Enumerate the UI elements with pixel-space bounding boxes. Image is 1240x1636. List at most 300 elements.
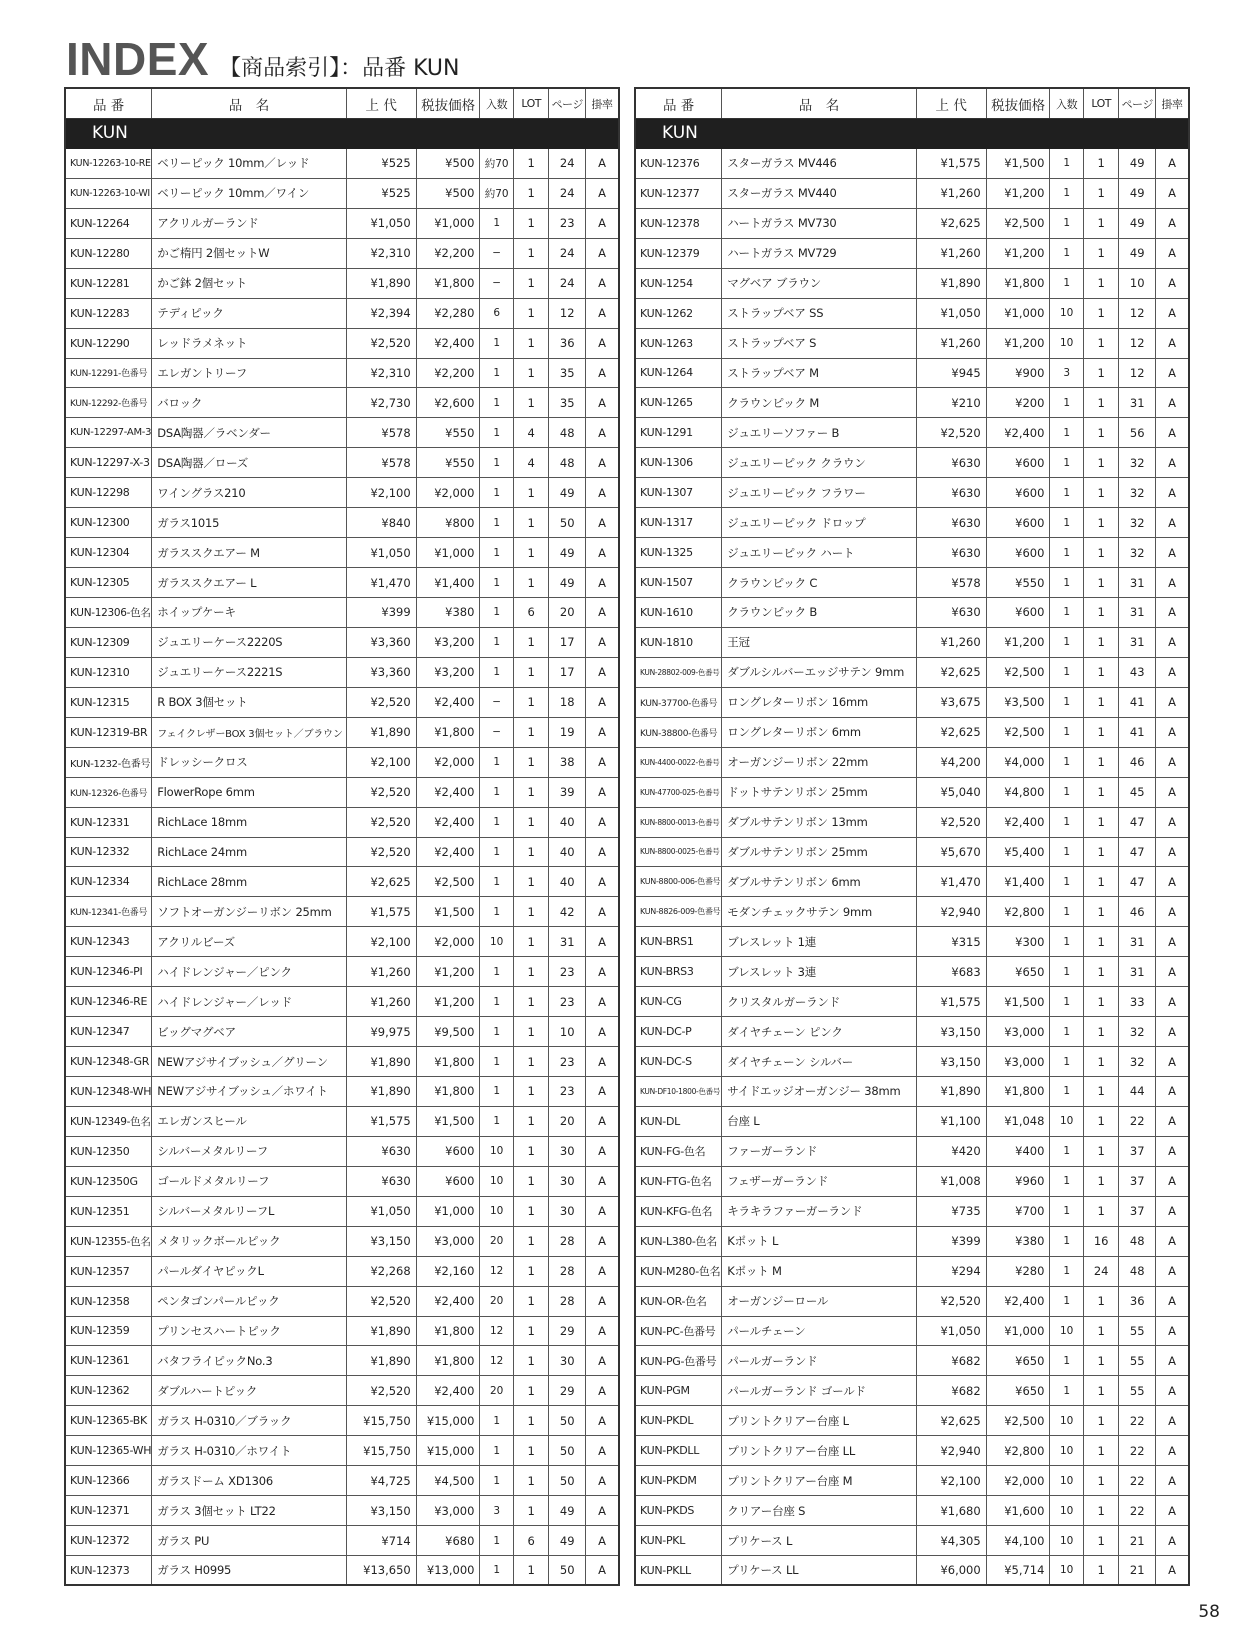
product-name: NEWアジサイブッシュ／グリーン (152, 1047, 346, 1077)
rate: A (586, 1226, 620, 1256)
tax-excluded-price: ¥2,500 (986, 1406, 1050, 1436)
page-title (66, 32, 459, 84)
rate: A (586, 1286, 620, 1316)
product-name: ダブルサテンリボン 25mm (722, 837, 916, 867)
rate: A (586, 1346, 620, 1376)
product-name: ホイップケーキ (152, 598, 346, 628)
product-code: KUN-12332 (65, 837, 152, 867)
product-code: KUN-12341-色番号 (65, 897, 152, 927)
table-row (65, 268, 619, 298)
retail-price: ¥2,520 (916, 807, 986, 837)
tax-excluded-price: ¥2,400 (986, 807, 1050, 837)
table-header-row (635, 88, 1189, 119)
tax-excluded-price: ¥13,000 (416, 1556, 480, 1586)
catalog-page: 32 (1119, 508, 1156, 538)
catalog-page: 48 (549, 448, 586, 478)
product-name: ストラップベア SS (722, 298, 916, 328)
table-row (65, 178, 619, 208)
tax-excluded-price: ¥1,800 (416, 1077, 480, 1107)
catalog-page: 21 (1119, 1526, 1156, 1556)
rate: A (1156, 448, 1190, 478)
rate: A (1156, 1226, 1190, 1256)
product-code: KUN-12343 (65, 927, 152, 957)
product-code: KUN-L380-色名 (635, 1226, 722, 1256)
retail-price: ¥1,890 (346, 1047, 416, 1077)
product-code: KUN-12309 (65, 627, 152, 657)
product-code: KUN-PKDL (635, 1406, 722, 1436)
product-name: ハートガラス MV730 (722, 208, 916, 238)
retail-price: ¥630 (916, 448, 986, 478)
rate: A (586, 358, 620, 388)
catalog-page: 31 (1119, 957, 1156, 987)
catalog-page: 47 (1119, 867, 1156, 897)
table-row (65, 298, 619, 328)
catalog-page: 49 (1119, 208, 1156, 238)
tax-excluded-price: ¥1,000 (416, 208, 480, 238)
table-row (635, 1256, 1189, 1286)
product-name: ワイングラス210 (152, 478, 346, 508)
catalog-page: 48 (549, 418, 586, 448)
quantity: 1 (1050, 418, 1083, 448)
tax-excluded-price: ¥5,714 (986, 1556, 1050, 1586)
catalog-page: 17 (549, 657, 586, 687)
product-name: ガラスドーム XD1306 (152, 1466, 346, 1496)
table-row (65, 837, 619, 867)
rate: A (1156, 1077, 1190, 1107)
rate: A (586, 298, 620, 328)
table-row (635, 448, 1189, 478)
tax-excluded-price: ¥500 (416, 148, 480, 178)
lot: 1 (513, 178, 549, 208)
product-code: KUN-1306 (635, 448, 722, 478)
quantity: 1 (480, 657, 513, 687)
catalog-page: 49 (1119, 148, 1156, 178)
table-row (635, 298, 1189, 328)
product-name: ガラス H0995 (152, 1556, 346, 1586)
product-code: KUN-PC-色番号 (635, 1316, 722, 1346)
product-name: ストラップベア M (722, 358, 916, 388)
quantity: 1 (480, 747, 513, 777)
product-code: KUN-12291-色番号 (65, 358, 152, 388)
table-row (65, 388, 619, 418)
rate: A (1156, 747, 1190, 777)
rate: A (1156, 657, 1190, 687)
product-code: KUN-12292-色番号 (65, 388, 152, 418)
retail-price: ¥2,310 (346, 238, 416, 268)
quantity: 1 (1050, 1136, 1083, 1166)
tax-excluded-price: ¥15,000 (416, 1436, 480, 1466)
retail-price: ¥315 (916, 927, 986, 957)
catalog-page: 10 (1119, 268, 1156, 298)
product-name: マグベア ブラウン (722, 268, 916, 298)
tax-excluded-price: ¥1,200 (986, 328, 1050, 358)
product-code: KUN-12350 (65, 1136, 152, 1166)
product-code: KUN-12365-BK (65, 1406, 152, 1436)
product-name: ダイヤチェーン ピンク (722, 1017, 916, 1047)
rate: A (586, 1376, 620, 1406)
lot: 1 (1083, 538, 1119, 568)
tax-excluded-price: ¥2,000 (416, 927, 480, 957)
tax-excluded-price: ¥380 (986, 1226, 1050, 1256)
catalog-page: 49 (1119, 178, 1156, 208)
retail-price: ¥1,050 (916, 1316, 986, 1346)
group-header-row (635, 119, 1189, 149)
lot: 1 (1083, 1286, 1119, 1316)
product-code: KUN-FG-色名 (635, 1136, 722, 1166)
tax-excluded-price: ¥1,048 (986, 1106, 1050, 1136)
product-code: KUN-12349-色名 (65, 1106, 152, 1136)
product-code: KUN-12350G (65, 1166, 152, 1196)
catalog-page: 50 (549, 1406, 586, 1436)
product-code: KUN-12310 (65, 657, 152, 687)
product-code: KUN-12379 (635, 238, 722, 268)
table-row (635, 1017, 1189, 1047)
product-name: パールダイヤピックL (152, 1256, 346, 1286)
retail-price: ¥2,940 (916, 897, 986, 927)
catalog-page: 38 (549, 747, 586, 777)
table-row (635, 1436, 1189, 1466)
tax-excluded-price: ¥1,800 (416, 268, 480, 298)
table-row (635, 1166, 1189, 1196)
quantity: 1 (1050, 717, 1083, 747)
table-row (635, 1226, 1189, 1256)
retail-price: ¥578 (346, 448, 416, 478)
catalog-page: 12 (1119, 358, 1156, 388)
lot: 1 (1083, 298, 1119, 328)
rate: A (586, 927, 620, 957)
catalog-page: 20 (549, 598, 586, 628)
table-row (65, 957, 619, 987)
table-row (65, 1047, 619, 1077)
quantity: 1 (1050, 508, 1083, 538)
quantity: 1 (1050, 1226, 1083, 1256)
product-name: ドレッシークロス (152, 747, 346, 777)
tax-excluded-price: ¥1,400 (986, 867, 1050, 897)
retail-price: ¥3,150 (346, 1496, 416, 1526)
product-code: KUN-12346-RE (65, 987, 152, 1017)
rate: A (1156, 1496, 1190, 1526)
retail-price: ¥1,575 (916, 987, 986, 1017)
product-code: KUN-BRS3 (635, 957, 722, 987)
quantity: 1 (480, 807, 513, 837)
catalog-page: 49 (549, 478, 586, 508)
quantity: 1 (480, 1556, 513, 1586)
lot: 1 (513, 478, 549, 508)
tax-excluded-price: ¥2,400 (416, 807, 480, 837)
product-name: ダブルサテンリボン 6mm (722, 867, 916, 897)
lot: 1 (1083, 328, 1119, 358)
lot: 1 (513, 687, 549, 717)
retail-price: ¥1,260 (916, 328, 986, 358)
product-name: ベリーピック 10mm／レッド (152, 148, 346, 178)
table-row (65, 1376, 619, 1406)
lot: 1 (1083, 478, 1119, 508)
col-header-lot: LOT (513, 88, 549, 119)
tax-excluded-price: ¥3,200 (416, 657, 480, 687)
catalog-page: 39 (549, 777, 586, 807)
quantity: 12 (480, 1316, 513, 1346)
rate: A (586, 897, 620, 927)
table-row (65, 598, 619, 628)
quantity: 1 (480, 478, 513, 508)
table-row (635, 358, 1189, 388)
tax-excluded-price: ¥600 (986, 478, 1050, 508)
tax-excluded-price: ¥600 (986, 508, 1050, 538)
tax-excluded-price: ¥2,400 (986, 1286, 1050, 1316)
catalog-page: 23 (549, 987, 586, 1017)
product-name: ダブルサテンリボン 13mm (722, 807, 916, 837)
retail-price: ¥1,890 (346, 1316, 416, 1346)
retail-price: ¥1,890 (916, 268, 986, 298)
product-name: かご鉢 2個セット (152, 268, 346, 298)
lot: 6 (513, 598, 549, 628)
lot: 1 (1083, 717, 1119, 747)
tax-excluded-price: ¥1,800 (986, 1077, 1050, 1107)
catalog-page: 19 (549, 717, 586, 747)
product-code: KUN-12331 (65, 807, 152, 837)
quantity: 1 (480, 508, 513, 538)
table-row (65, 1346, 619, 1376)
tax-excluded-price: ¥3,500 (986, 687, 1050, 717)
table-row (635, 807, 1189, 837)
tax-excluded-price: ¥2,500 (416, 867, 480, 897)
product-name: プリントクリアー台座 LL (722, 1436, 916, 1466)
quantity: 12 (480, 1256, 513, 1286)
retail-price: ¥2,100 (346, 747, 416, 777)
product-code: KUN-1254 (635, 268, 722, 298)
table-row (65, 1406, 619, 1436)
rate: A (586, 268, 620, 298)
quantity: 10 (1050, 1466, 1083, 1496)
quantity: 1 (1050, 957, 1083, 987)
table-row (635, 598, 1189, 628)
table-row (65, 418, 619, 448)
table-row (635, 418, 1189, 448)
table-row (65, 687, 619, 717)
catalog-page: 41 (1119, 687, 1156, 717)
table-header-row (65, 88, 619, 119)
tax-excluded-price: ¥650 (986, 1346, 1050, 1376)
product-code: KUN-38800-色番号 (635, 717, 722, 747)
lot: 1 (513, 1196, 549, 1226)
product-code: KUN-PKDM (635, 1466, 722, 1496)
lot: 1 (1083, 448, 1119, 478)
rate: A (1156, 1526, 1190, 1556)
retail-price: ¥1,890 (346, 717, 416, 747)
product-name: ペンタゴンパールピック (152, 1286, 346, 1316)
product-code: KUN-1262 (635, 298, 722, 328)
table-row (635, 1047, 1189, 1077)
product-name: シルバーメタルリーフ (152, 1136, 346, 1166)
quantity: − (480, 238, 513, 268)
lot: 1 (1083, 747, 1119, 777)
rate: A (586, 1017, 620, 1047)
lot: 1 (513, 1316, 549, 1346)
product-name: エレガントリーフ (152, 358, 346, 388)
lot: 1 (1083, 1196, 1119, 1226)
rate: A (586, 777, 620, 807)
tax-excluded-price: ¥1,200 (986, 627, 1050, 657)
lot: 1 (513, 627, 549, 657)
quantity: 3 (1050, 358, 1083, 388)
product-name: ジュエリーピック ハート (722, 538, 916, 568)
quantity: 1 (480, 867, 513, 897)
retail-price: ¥1,575 (346, 1106, 416, 1136)
table-row (65, 448, 619, 478)
rate: A (1156, 867, 1190, 897)
rate: A (586, 657, 620, 687)
col-header-quantity: 入数 (480, 88, 513, 119)
product-code: KUN-12306-色名 (65, 598, 152, 628)
rate: A (1156, 987, 1190, 1017)
tax-excluded-price: ¥3,000 (416, 1226, 480, 1256)
retail-price: ¥4,305 (916, 1526, 986, 1556)
quantity: 1 (480, 418, 513, 448)
catalog-page: 37 (1119, 1196, 1156, 1226)
product-code: KUN-12371 (65, 1496, 152, 1526)
product-name: モダンチェックサテン 9mm (722, 897, 916, 927)
lot: 1 (513, 148, 549, 178)
product-name: ジュエリーソファー B (722, 418, 916, 448)
rate: A (1156, 508, 1190, 538)
product-name: プリントクリアー台座 M (722, 1466, 916, 1496)
retail-price: ¥525 (346, 178, 416, 208)
quantity: 1 (1050, 657, 1083, 687)
table-row (635, 388, 1189, 418)
product-name: ガラス H-0310／ホワイト (152, 1436, 346, 1466)
table-row (65, 508, 619, 538)
catalog-page: 22 (1119, 1436, 1156, 1466)
catalog-page: 28 (549, 1256, 586, 1286)
retail-price: ¥3,360 (346, 657, 416, 687)
retail-price: ¥735 (916, 1196, 986, 1226)
lot: 1 (513, 1496, 549, 1526)
catalog-page: 17 (549, 627, 586, 657)
rate: A (1156, 1136, 1190, 1166)
quantity: 10 (1050, 298, 1083, 328)
retail-price: ¥2,520 (346, 837, 416, 867)
quantity: 1 (1050, 837, 1083, 867)
table-row (65, 1226, 619, 1256)
retail-price: ¥1,680 (916, 1496, 986, 1526)
product-code: KUN-12298 (65, 478, 152, 508)
catalog-page: 23 (549, 1047, 586, 1077)
product-name: ダイヤチェーン シルバー (722, 1047, 916, 1077)
quantity: 1 (1050, 388, 1083, 418)
lot: 1 (513, 717, 549, 747)
rate: A (586, 1406, 620, 1436)
quantity: 1 (1050, 1256, 1083, 1286)
catalog-page: 22 (1119, 1466, 1156, 1496)
product-name: RichLace 28mm (152, 867, 346, 897)
page-number: 58 (1198, 1602, 1220, 1622)
quantity: 1 (1050, 987, 1083, 1017)
table-row (635, 538, 1189, 568)
rate: A (1156, 1376, 1190, 1406)
col-header-tax-excluded-price: 税抜価格 (416, 88, 480, 119)
table-row (635, 1316, 1189, 1346)
lot: 1 (513, 1556, 549, 1586)
lot: 1 (1083, 358, 1119, 388)
quantity: 10 (1050, 1406, 1083, 1436)
catalog-page: 37 (1119, 1136, 1156, 1166)
retail-price: ¥1,890 (346, 1077, 416, 1107)
product-name: プリケース LL (722, 1556, 916, 1586)
tax-excluded-price: ¥200 (986, 388, 1050, 418)
col-header-name: 品 名 (152, 88, 346, 119)
product-name: R BOX 3個セット (152, 687, 346, 717)
product-code: KUN-4400-0022-色番号 (635, 747, 722, 777)
product-code: KUN-1507 (635, 568, 722, 598)
retail-price: ¥2,730 (346, 388, 416, 418)
lot: 1 (1083, 1376, 1119, 1406)
rate: A (586, 1496, 620, 1526)
product-code: KUN-12373 (65, 1556, 152, 1586)
lot: 1 (513, 1166, 549, 1196)
lot: 1 (1083, 897, 1119, 927)
catalog-page: 47 (1119, 837, 1156, 867)
rate: A (586, 1077, 620, 1107)
tax-excluded-price: ¥5,400 (986, 837, 1050, 867)
retail-price: ¥945 (916, 358, 986, 388)
rate: A (1156, 568, 1190, 598)
rate: A (586, 1196, 620, 1226)
product-name: シルバーメタルリーフL (152, 1196, 346, 1226)
product-name: ジュエリーピック フラワー (722, 478, 916, 508)
table-row (635, 957, 1189, 987)
table-row (65, 987, 619, 1017)
rate: A (586, 1526, 620, 1556)
lot: 1 (1083, 1166, 1119, 1196)
retail-price: ¥1,050 (916, 298, 986, 328)
lot: 1 (513, 867, 549, 897)
catalog-page: 12 (549, 298, 586, 328)
lot: 6 (513, 1526, 549, 1556)
quantity: − (480, 268, 513, 298)
product-name: パールガーランド (722, 1346, 916, 1376)
tax-excluded-price: ¥2,400 (416, 777, 480, 807)
retail-price: ¥2,100 (346, 478, 416, 508)
rate: A (1156, 1047, 1190, 1077)
col-header-lot: LOT (1083, 88, 1119, 119)
lot: 1 (513, 657, 549, 687)
product-code: KUN-12372 (65, 1526, 152, 1556)
product-code: KUN-12362 (65, 1376, 152, 1406)
tax-excluded-price: ¥1,800 (986, 268, 1050, 298)
lot: 4 (513, 418, 549, 448)
tax-excluded-price: ¥2,600 (416, 388, 480, 418)
tax-excluded-price: ¥2,000 (986, 1466, 1050, 1496)
quantity: 1 (1050, 448, 1083, 478)
rate: A (1156, 388, 1190, 418)
product-name: スターガラス MV446 (722, 148, 916, 178)
group-label: KUN (635, 119, 1189, 149)
product-name: RichLace 18mm (152, 807, 346, 837)
product-name: ビッグマグベア (152, 1017, 346, 1047)
rate: A (586, 717, 620, 747)
rate: A (1156, 208, 1190, 238)
product-name: クリアー台座 S (722, 1496, 916, 1526)
quantity: 1 (1050, 807, 1083, 837)
rate: A (586, 1106, 620, 1136)
product-code: KUN-12348-GR (65, 1047, 152, 1077)
retail-price: ¥1,260 (346, 957, 416, 987)
catalog-page: 28 (549, 1286, 586, 1316)
product-name: ゴールドメタルリーフ (152, 1166, 346, 1196)
catalog-page: 50 (549, 1436, 586, 1466)
quantity: 1 (480, 358, 513, 388)
table-row (635, 657, 1189, 687)
